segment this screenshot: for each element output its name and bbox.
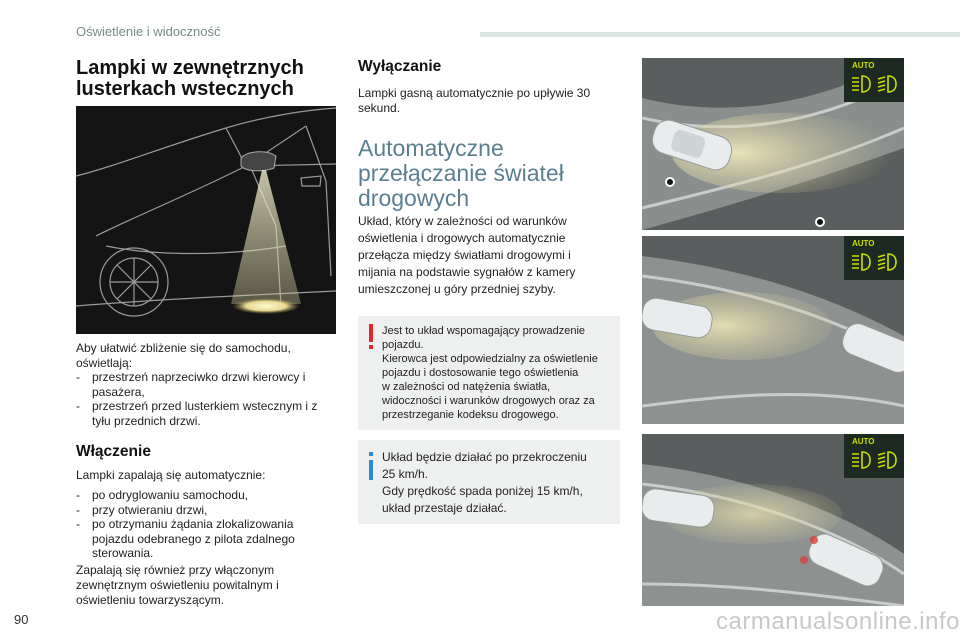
wylaczanie-heading: Wyłączanie [358,58,442,75]
section-title: Lampki w zewnętrznych lusterkach wstecznych [76,57,304,100]
intro-text: Aby ułatwić zbliżenie się do samochodu, oświetlają: [76,341,291,370]
list-item: - po odryglowaniu samochodu, [76,488,338,503]
outro-text: Zapalają się również przy włączonym zewnętrznym oświetleniu powitalnym i oświetleniu towarzyszącym. [76,563,279,607]
lamp-area-list [76,370,338,428]
high-beam-panel-1 [642,58,904,230]
list-item: - przestrzeń przed lusterkiem wstecznym i z tyłu przednich drzwi. [76,399,338,428]
headlamp-icon [850,250,900,274]
info-text: Układ będzie działać po przekroczeniu 25 km/h. Gdy prędkość spada poniżej 15 km/h, układ przestaje działać. [382,450,587,515]
list-item: - przestrzeń naprzeciwko drzwi kierowcy i pasażera, [76,370,338,399]
wlaczenie-text: Lampki zapalają się automatycznie: [76,468,266,482]
auto-label: AUTO [852,239,875,248]
headlamp-icon [850,448,900,472]
high-beam-panel-2 [642,236,904,424]
warning-note [358,316,620,430]
wlaczenie-list [76,488,338,561]
header-bar [480,32,960,37]
headlamp-icon [850,72,900,96]
list-item: - przy otwieraniu drzwi, [76,503,338,518]
info-note [358,440,620,524]
auto-lamp-indicator [844,434,904,478]
auto-label: AUTO [852,61,875,70]
section-header-title: Oświetlenie i widoczność [76,24,221,39]
mirror-lamp-illustration [76,106,336,334]
wlaczenie-heading: Włączenie [76,443,151,460]
auto-label: AUTO [852,437,875,446]
list-item: - po otrzymaniu żądania zlokalizowania pojazdu odebranego z pilota zdalnego sterowania. [76,517,338,561]
high-beam-panel-3 [642,434,904,606]
info-icon [366,452,376,480]
warning-exclamation-icon [366,324,376,350]
auto-lamp-indicator [844,236,904,280]
watermark: carmanualsonline.info [716,608,960,635]
warning-text: Jest to układ wspomagający prowadzenie pojazdu. Kierowca jest odpowiedzialny za oświetlenie pojazdu i dostosowanie tego oświetlenia w zależności od natężenia światła, widoczności i warunków drogowych oraz za przestrzeganie kodeksu drogowego. [382,325,598,421]
auto-lamp-indicator [844,58,904,102]
car-mirror-lamp-drawing [76,106,336,334]
auto-description: Układ, który w zależności od warunków oświetlenia i drogowych automatycznie przełącza między światłami drogowymi i mijania na podstawie sygnałów z kamery umieszczonej u góry przedniej szyby. [358,214,576,296]
auto-high-beam-title: Automatyczne przełączanie świateł drogowych [358,135,564,211]
wylaczanie-text: Lampki gasną automatycznie po upływie 30 sekund. [358,86,591,115]
page-number: 90 [14,612,29,627]
